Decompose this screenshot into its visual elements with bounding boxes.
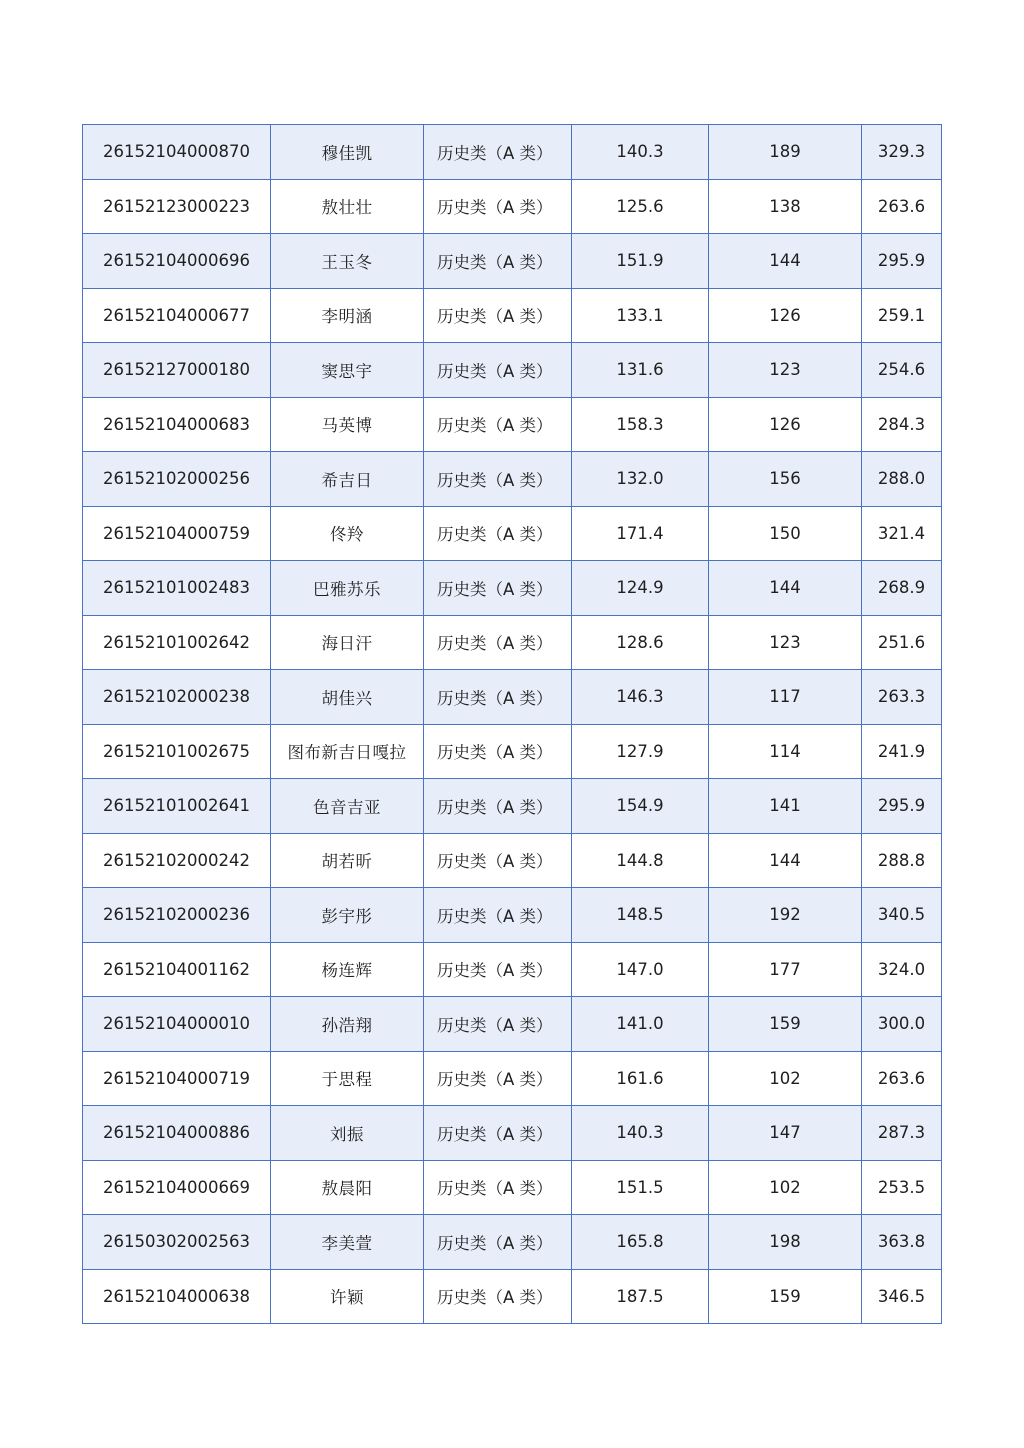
name-cell: 李美萱 [271,1215,424,1270]
subject-category-cell: 历史类（A 类） [424,1160,572,1215]
subject-category-cell: 历史类（A 类） [424,670,572,725]
total-score-cell: 263.6 [862,1051,942,1106]
score-b-cell: 177 [709,942,862,997]
name-cell: 于思程 [271,1051,424,1106]
total-score-cell: 241.9 [862,724,942,779]
score-b-cell: 117 [709,670,862,725]
score-b-cell: 102 [709,1160,862,1215]
table-row [83,724,942,779]
total-score-cell: 288.0 [862,452,942,507]
total-score-cell: 300.0 [862,997,942,1052]
score-a-cell: 148.5 [572,888,709,943]
score-b-cell: 159 [709,997,862,1052]
name-cell: 佟羚 [271,506,424,561]
score-a-cell: 140.3 [572,1106,709,1161]
subject-category-cell: 历史类（A 类） [424,833,572,888]
total-score-cell: 284.3 [862,397,942,452]
total-score-cell: 346.5 [862,1269,942,1324]
score-b-cell: 156 [709,452,862,507]
score-a-cell: 133.1 [572,288,709,343]
score-b-cell: 144 [709,561,862,616]
name-cell: 许颖 [271,1269,424,1324]
exam-number-cell: 26152104000669 [83,1160,271,1215]
name-cell: 希吉日 [271,452,424,507]
table-row [83,125,942,180]
subject-category-cell: 历史类（A 类） [424,942,572,997]
table-row [83,833,942,888]
name-cell: 李明涵 [271,288,424,343]
score-a-cell: 125.6 [572,179,709,234]
exam-number-cell: 26152101002675 [83,724,271,779]
score-b-cell: 114 [709,724,862,779]
total-score-cell: 254.6 [862,343,942,398]
name-cell: 色音吉亚 [271,779,424,834]
score-a-cell: 187.5 [572,1269,709,1324]
score-a-cell: 161.6 [572,1051,709,1106]
total-score-cell: 263.3 [862,670,942,725]
subject-category-cell: 历史类（A 类） [424,234,572,289]
total-score-cell: 295.9 [862,779,942,834]
exam-number-cell: 26152104000696 [83,234,271,289]
subject-category-cell: 历史类（A 类） [424,1106,572,1161]
score-table-container [82,124,942,1324]
subject-category-cell: 历史类（A 类） [424,615,572,670]
name-cell: 刘振 [271,1106,424,1161]
name-cell: 巴雅苏乐 [271,561,424,616]
exam-number-cell: 26152101002642 [83,615,271,670]
table-row [83,942,942,997]
subject-category-cell: 历史类（A 类） [424,724,572,779]
subject-category-cell: 历史类（A 类） [424,179,572,234]
table-row [83,1215,942,1270]
total-score-cell: 287.3 [862,1106,942,1161]
table-row [83,561,942,616]
score-b-cell: 144 [709,833,862,888]
table-row [83,997,942,1052]
score-b-cell: 150 [709,506,862,561]
table-row [83,452,942,507]
name-cell: 马英博 [271,397,424,452]
total-score-cell: 329.3 [862,125,942,180]
exam-number-cell: 26152102000238 [83,670,271,725]
score-b-cell: 138 [709,179,862,234]
name-cell: 胡佳兴 [271,670,424,725]
exam-number-cell: 26152104001162 [83,942,271,997]
table-row [83,179,942,234]
name-cell: 穆佳凯 [271,125,424,180]
name-cell: 彭宇彤 [271,888,424,943]
table-row [83,670,942,725]
score-a-cell: 127.9 [572,724,709,779]
subject-category-cell: 历史类（A 类） [424,1269,572,1324]
table-row [83,1051,942,1106]
score-a-cell: 124.9 [572,561,709,616]
subject-category-cell: 历史类（A 类） [424,779,572,834]
exam-number-cell: 26152104000683 [83,397,271,452]
table-row [83,397,942,452]
score-a-cell: 144.8 [572,833,709,888]
total-score-cell: 263.6 [862,179,942,234]
score-b-cell: 141 [709,779,862,834]
score-a-cell: 128.6 [572,615,709,670]
total-score-cell: 321.4 [862,506,942,561]
score-table [82,124,942,1324]
table-row [83,343,942,398]
subject-category-cell: 历史类（A 类） [424,506,572,561]
table-row [83,506,942,561]
name-cell: 海日汗 [271,615,424,670]
total-score-cell: 363.8 [862,1215,942,1270]
total-score-cell: 268.9 [862,561,942,616]
exam-number-cell: 26152101002641 [83,779,271,834]
total-score-cell: 295.9 [862,234,942,289]
name-cell: 杨连辉 [271,942,424,997]
score-a-cell: 171.4 [572,506,709,561]
score-a-cell: 151.9 [572,234,709,289]
exam-number-cell: 26152104000638 [83,1269,271,1324]
exam-number-cell: 26152102000256 [83,452,271,507]
name-cell: 胡若昕 [271,833,424,888]
total-score-cell: 324.0 [862,942,942,997]
table-row [83,1160,942,1215]
exam-number-cell: 26152104000759 [83,506,271,561]
subject-category-cell: 历史类（A 类） [424,997,572,1052]
score-b-cell: 126 [709,288,862,343]
subject-category-cell: 历史类（A 类） [424,397,572,452]
score-a-cell: 154.9 [572,779,709,834]
exam-number-cell: 26152102000242 [83,833,271,888]
score-b-cell: 192 [709,888,862,943]
exam-number-cell: 26152104000010 [83,997,271,1052]
name-cell: 窦思宇 [271,343,424,398]
score-a-cell: 131.6 [572,343,709,398]
name-cell: 孙浩翔 [271,997,424,1052]
subject-category-cell: 历史类（A 类） [424,288,572,343]
table-row [83,888,942,943]
subject-category-cell: 历史类（A 类） [424,1051,572,1106]
name-cell: 敖晨阳 [271,1160,424,1215]
score-b-cell: 189 [709,125,862,180]
table-row [83,234,942,289]
table-row [83,615,942,670]
table-row [83,1106,942,1161]
total-score-cell: 251.6 [862,615,942,670]
subject-category-cell: 历史类（A 类） [424,452,572,507]
score-b-cell: 198 [709,1215,862,1270]
name-cell: 王玉冬 [271,234,424,289]
exam-number-cell: 26152101002483 [83,561,271,616]
score-a-cell: 158.3 [572,397,709,452]
table-row [83,779,942,834]
total-score-cell: 340.5 [862,888,942,943]
exam-number-cell: 26152104000870 [83,125,271,180]
subject-category-cell: 历史类（A 类） [424,888,572,943]
subject-category-cell: 历史类（A 类） [424,1215,572,1270]
score-b-cell: 123 [709,343,862,398]
score-b-cell: 126 [709,397,862,452]
exam-number-cell: 26152123000223 [83,179,271,234]
score-a-cell: 165.8 [572,1215,709,1270]
exam-number-cell: 26152104000886 [83,1106,271,1161]
score-a-cell: 140.3 [572,125,709,180]
subject-category-cell: 历史类（A 类） [424,343,572,398]
score-b-cell: 123 [709,615,862,670]
score-a-cell: 151.5 [572,1160,709,1215]
score-b-cell: 102 [709,1051,862,1106]
table-row [83,288,942,343]
score-a-cell: 147.0 [572,942,709,997]
exam-number-cell: 26152102000236 [83,888,271,943]
score-a-cell: 132.0 [572,452,709,507]
table-body [83,125,942,1324]
exam-number-cell: 26152104000677 [83,288,271,343]
exam-number-cell: 26152104000719 [83,1051,271,1106]
score-b-cell: 159 [709,1269,862,1324]
score-a-cell: 141.0 [572,997,709,1052]
name-cell: 图布新吉日嘎拉 [271,724,424,779]
score-b-cell: 144 [709,234,862,289]
total-score-cell: 288.8 [862,833,942,888]
subject-category-cell: 历史类（A 类） [424,561,572,616]
name-cell: 敖壮壮 [271,179,424,234]
subject-category-cell: 历史类（A 类） [424,125,572,180]
exam-number-cell: 26150302002563 [83,1215,271,1270]
score-a-cell: 146.3 [572,670,709,725]
total-score-cell: 259.1 [862,288,942,343]
score-b-cell: 147 [709,1106,862,1161]
table-row [83,1269,942,1324]
total-score-cell: 253.5 [862,1160,942,1215]
exam-number-cell: 26152127000180 [83,343,271,398]
